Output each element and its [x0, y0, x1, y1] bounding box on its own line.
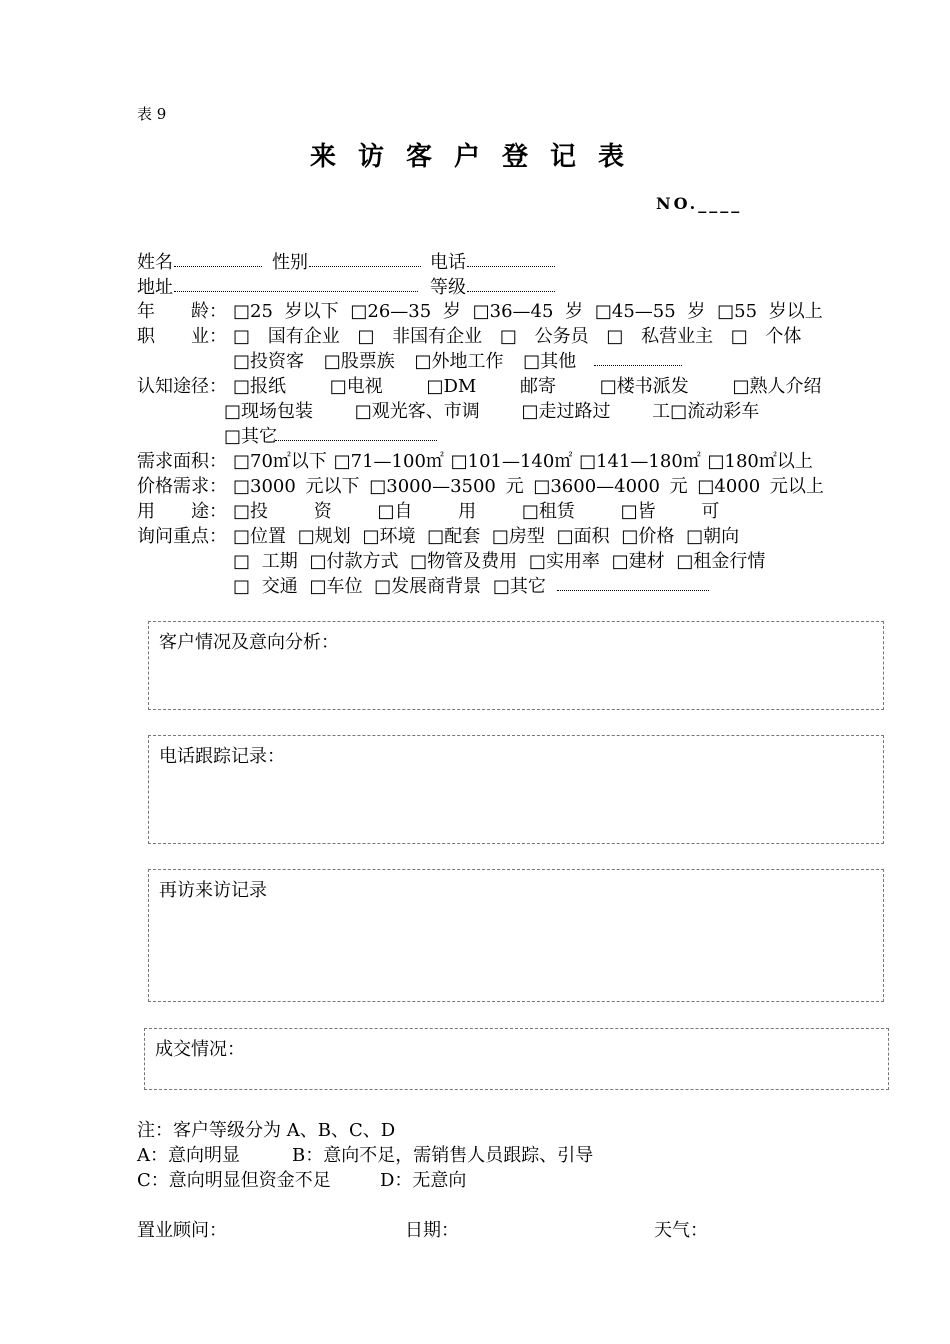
grade-note: 注：客户等级分为 A、B、C、D: [137, 1120, 396, 1141]
concerns-options-3[interactable]: □ 交通 □车位 □发展商背景 □其它: [233, 576, 546, 597]
concerns-options-2[interactable]: □ 工期 □付款方式 □物管及费用 □实用率 □建材 □租金行情: [233, 551, 766, 572]
age-label: 年 龄：: [137, 301, 227, 322]
address-label: 地址: [137, 277, 173, 298]
phone-track-box[interactable]: [148, 735, 884, 844]
grade-c-note: C：意向明显但资金不足: [137, 1170, 331, 1191]
occupation-options-2[interactable]: □投资客 □股票族 □外地工作 □其他: [233, 351, 577, 372]
analysis-label: 客户情况及意向分析：: [159, 632, 339, 653]
area-label: 需求面积：: [137, 451, 227, 472]
phone-track-label: 电话跟踪记录：: [159, 746, 285, 767]
analysis-box[interactable]: [148, 621, 884, 710]
gender-label: 性别: [272, 252, 308, 273]
channel-label: 认知途径：: [137, 376, 227, 397]
grade-a-note: A：意向明显: [137, 1145, 240, 1166]
area-options[interactable]: □70㎡以下 □71—100㎡ □101—140㎡ □141—180㎡ □180㎡以上: [233, 451, 813, 472]
table-number: 表 9: [137, 105, 167, 123]
deal-label: 成交情况：: [155, 1039, 245, 1060]
channel-other-field[interactable]: [275, 426, 437, 441]
channel-other-label[interactable]: □其它: [224, 426, 278, 447]
occupation-options[interactable]: □ 国有企业 □ 非国有企业 □ 公务员 □ 私营业主 □ 个体: [233, 326, 802, 347]
usage-label: 用 途：: [137, 501, 227, 522]
occupation-label: 职 业：: [137, 326, 227, 347]
deal-box[interactable]: [144, 1028, 889, 1090]
date-label: 日期：: [405, 1220, 459, 1241]
gender-field[interactable]: [309, 252, 421, 267]
form-number: NO.____: [656, 194, 743, 213]
name-field[interactable]: [174, 252, 262, 267]
phone-field[interactable]: [467, 252, 555, 267]
grade-field[interactable]: [467, 277, 555, 292]
revisit-box[interactable]: [148, 869, 884, 1002]
channel-options-2[interactable]: □现场包装 □观光客、市调 □走过路过 工□流动彩车: [224, 401, 760, 422]
revisit-label: 再访来访记录: [159, 880, 267, 901]
channel-options[interactable]: □报纸 □电视 □DM 邮寄 □楼书派发 □熟人介绍: [233, 376, 822, 397]
price-label: 价格需求：: [137, 476, 227, 497]
grade-label: 等级: [430, 277, 466, 298]
price-options[interactable]: □3000 元以下 □3000—3500 元 □3600—4000 元 □4000 元以上: [233, 476, 824, 497]
name-label: 姓名: [137, 252, 173, 273]
concerns-label: 询问重点：: [137, 526, 227, 547]
grade-d-note: D：无意向: [380, 1170, 467, 1191]
occupation-other-field[interactable]: [594, 351, 682, 366]
weather-label: 天气：: [654, 1220, 708, 1241]
concerns-options[interactable]: □位置 □规划 □环境 □配套 □房型 □面积 □价格 □朝向: [233, 526, 740, 547]
concerns-other-field[interactable]: [557, 576, 709, 591]
usage-options[interactable]: □投 资 □自 用 □租赁 □皆 可: [233, 501, 720, 522]
address-field[interactable]: [174, 277, 418, 292]
consultant-label: 置业顾问：: [137, 1220, 227, 1241]
page-title: 来访客户登记表: [310, 142, 647, 172]
grade-b-note: B：意向不足，需销售人员跟踪、引导: [292, 1145, 594, 1166]
phone-label: 电话: [430, 252, 466, 273]
age-options[interactable]: □25 岁以下 □26—35 岁 □36—45 岁 □45—55 岁 □55 岁以上: [233, 301, 823, 322]
